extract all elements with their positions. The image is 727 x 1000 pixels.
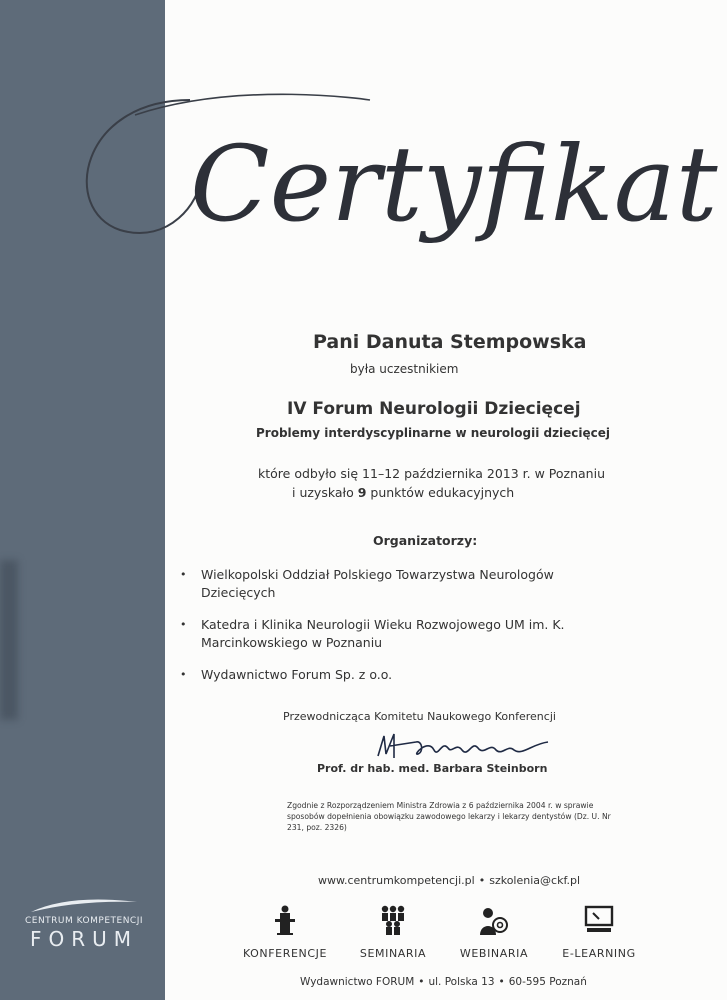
attendance-text: była uczestnikiem — [350, 362, 459, 376]
signatory-name: Prof. dr hab. med. Barbara Steinborn — [317, 762, 548, 775]
event-date-text: które odbyło się 11–12 października 2013 r. w Poznaniu — [258, 466, 605, 481]
service-label: E-LEARNING — [562, 947, 636, 960]
service-label: KONFERENCJE — [242, 947, 328, 960]
organizers-heading: Organizatorzy: — [373, 533, 478, 548]
at-person-icon — [478, 905, 510, 935]
organizers-list — [180, 566, 600, 698]
scan-shadow — [0, 560, 18, 720]
legal-note: Zgodnie z Rozporządzeniem Ministra Zdrowia z 6 października 2004 r. w sprawie sposobów dopełnienia obowiązku zawodowego lekarzy i lekarzy dentystów (Dz. U. Nr 231, poz. 2326) — [287, 801, 611, 832]
points-prefix: i uzyskało — [292, 485, 358, 500]
service-e-learning — [544, 905, 654, 960]
organizer-item: • Katedra i Klinika Neurologii Wieku Rozwojowego UM im. K. Marcinkowskiego w Poznaniu — [180, 616, 600, 652]
service-label: WEBINARIA — [459, 947, 529, 960]
organizer-item: • Wielkopolski Oddział Polskiego Towarzystwa Neurologów Dziecięcych — [180, 566, 600, 602]
logo-line-1: CENTRUM KOMPETENCJI — [24, 916, 144, 926]
points-value: 9 — [357, 485, 367, 500]
audience-icon — [377, 905, 409, 935]
swoosh-icon — [29, 896, 139, 914]
service-label: SEMINARIA — [359, 947, 427, 960]
email-link[interactable]: szkolenia@ckf.pl — [489, 874, 581, 887]
footer-postal: 60-595 Poznań — [508, 976, 587, 988]
recipient-name: Pani Danuta Stempowska — [313, 331, 587, 353]
centrum-kompetencji-logo — [14, 896, 154, 951]
points-text — [292, 485, 514, 500]
signatory-role: Przewodnicząca Komitetu Naukowego Konferencji — [283, 710, 556, 723]
service-webinaria — [439, 905, 549, 960]
footer-address — [300, 976, 587, 988]
service-seminaria — [338, 905, 448, 960]
logo-line-2: FORUM — [29, 927, 139, 951]
service-konferencje — [230, 905, 340, 960]
event-subtitle: Problemy interdyscyplinarne w neurologii dziecięcej — [256, 426, 611, 440]
organizer-item: • Wydawnictwo Forum Sp. z o.o. — [180, 666, 600, 684]
footer-separator: • — [418, 976, 425, 988]
footer-separator: • — [498, 976, 505, 988]
website-link[interactable]: www.centrumkompetencji.pl — [318, 874, 475, 887]
event-name: IV Forum Neurologii Dziecięcej — [287, 399, 581, 419]
contact-line — [318, 874, 580, 887]
points-suffix: punktów edukacyjnych — [366, 485, 515, 500]
contact-separator: • — [478, 874, 486, 887]
footer-publisher: Wydawnictwo FORUM — [300, 976, 415, 988]
certificate-title — [40, 60, 718, 260]
podium-icon — [271, 905, 299, 935]
footer-street: ul. Polska 13 — [428, 976, 495, 988]
title-text: Certyfikat — [190, 123, 718, 245]
handwritten-signature — [372, 730, 552, 764]
computer-icon — [583, 905, 615, 935]
